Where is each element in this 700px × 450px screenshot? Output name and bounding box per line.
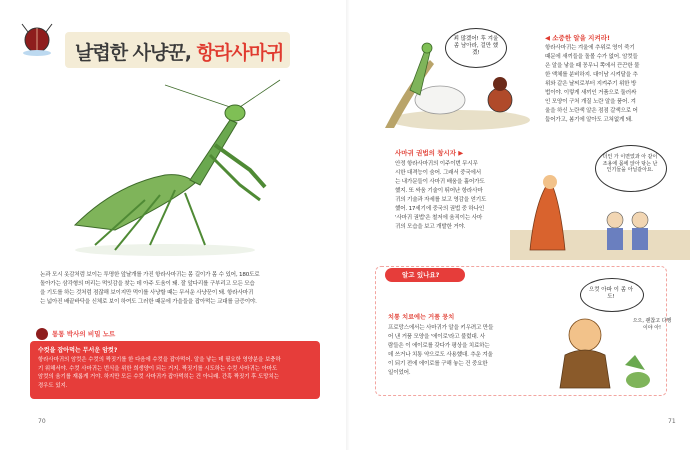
- tip-badge-text: 알고 있나요?: [402, 271, 440, 279]
- speech-bubble-text: 으컷 아파 이 좀 아도!: [588, 287, 634, 300]
- section1-line: 울을 하신 노란색 알은 점점 갈색으로 어: [545, 108, 638, 114]
- section1-line: 항라사마귀는 겨울에 추위로 영이 죽기: [545, 45, 635, 51]
- section2-line: 는 내가문들이 사마귀 배움을 흘어가도: [395, 179, 485, 185]
- note-line: 경우도 있지.: [38, 382, 68, 389]
- section2-line: 안정 항라사마귀의 이주이번 무시무: [395, 161, 478, 167]
- intro-line: 을 기도를 하는 것처럼 점잖해 보이지만 먹이를 사냥할 때는 무서운 사냥꾼이 돼. 항라사마귀: [40, 290, 254, 296]
- section2-line: 했어. 17세기에 중국의 권법 중 하나인: [395, 206, 485, 212]
- section1-line: 인 모양이 구처 개질 노란 알을 품어. 겨: [545, 99, 636, 105]
- section2-line: 시한 대격능이 숨어. 그래서 중국에서: [395, 170, 481, 176]
- page-number-right: 71: [668, 418, 676, 425]
- note-line: 항라사마귀의 암컷은 수컷의 짝짓기를 한 다음에 수컷을 잡아먹어. 알을 낳는 데 필요한 영양분을 보충하: [38, 357, 281, 363]
- note-mascot-icon: [34, 327, 50, 341]
- speech-bubble-text: 으으, 괜찮고 다행이야 아!: [632, 318, 672, 331]
- right-page: [350, 0, 700, 450]
- note-body: [38, 356, 316, 390]
- note-question: 수컷을 잡아먹는 무서운 암컷?: [38, 347, 118, 354]
- tip-line: 프로망스에서는 사마귀가 알을 키우려고 만들: [388, 325, 494, 331]
- section1-line: 한 액체를 분비하지. 대이남 시켜달을 추: [545, 72, 638, 78]
- section2-line: 귀의 기술과 자세를 보고 영감을 얻기도: [395, 197, 487, 203]
- section2-line: '사마귀 권법'은 철저에 움직이는 사마: [395, 215, 483, 221]
- intro-line: 는 넓아진 배끝바닥을 신체로 보이 하여도 그러한 때문에 가을들을 잡아먹는 교대를 금증이야.: [40, 299, 257, 305]
- section1-line: 둡어가고, 봄기에 알아도 고쳐없게 돼.: [545, 117, 633, 123]
- note-label: 통통 박사의 비밀 노트: [52, 330, 116, 338]
- section1-line: 법이야. 이렇게 새끼인 거품으로 둘러싸: [545, 90, 637, 96]
- beetle-mascot-icon: [18, 20, 56, 56]
- tip-paragraph: [388, 324, 538, 378]
- tip-line: 일이었어.: [388, 370, 411, 376]
- note-line: 기 위해서야. 수컷 사마귀는 번식을 위한 희생양이 되는 거지. 짝짓기를 시도하는 수컷 사마귀는 아마도: [38, 365, 278, 372]
- page-number-left: 70: [38, 418, 46, 425]
- tip-line: 어 낸 거품 모양을 '에이로'라고 불렀대. 사: [388, 334, 485, 340]
- mantis-illustration: [55, 75, 285, 265]
- note-line: 암컷의 움기를 재롭게 거야. 하지만 모든 수컷 사마귀가 잡아먹히는 건 아니래. 간혹 짝짓기 후 도망치는: [38, 374, 279, 380]
- section2-line: 귀의 모습을 보고 개발한 거야.: [395, 224, 466, 230]
- speech-bubble-text: 꾀 많겠어! 후 겨울 좀 남아라, 걸만 했겠!: [453, 36, 499, 56]
- toothache-cartoon: [540, 300, 660, 390]
- intro-line: 논과 모시 옷감처럼 보이는 투명한 앞날개를 가진 항라사마귀는 몸 길이가 몸 수 있어, 180도로: [40, 272, 260, 278]
- intro-line: 돌아가는 삼각형의 머리는 먹잇감을 찾는 데 아주 도움이 돼. 잘 앞다리를 구부리고 모든 모습: [40, 281, 255, 287]
- speech-bubble-text: 더인 가 이면었과 아 같이 조용에 몸에 앉아 닦는 난 인기들을 아닐같아요.: [602, 154, 658, 173]
- intro-paragraph: [40, 271, 330, 307]
- section1-line: 위와 같은 날씨로부터 지켜주기 위한 방: [545, 81, 637, 87]
- section1-line: 은 알을 낳을 때 꽁무니 쪽에서 끈끈한 물: [545, 63, 640, 69]
- section2-line: 했지. 또 싸움 기술이 뛰어난 항라사마: [395, 188, 483, 194]
- tip-title: 치통 치료에는 거품 뭉치: [388, 314, 455, 321]
- section2-title: 사마귀 권법의 창시자 ▶: [395, 149, 464, 157]
- page-title: 날렵한 사냥꾼, 항라사마귀: [75, 42, 284, 64]
- section1-title: ◀ 소중한 알을 지켜라!: [545, 34, 610, 42]
- tip-line: 데 쓰거나 치통 약으로도 사용했대. 추운 겨울: [388, 352, 493, 358]
- section1-paragraph: [545, 44, 685, 125]
- tip-line: 람들은 이 에이로를 갖다가 평상을 치료하는: [388, 343, 490, 349]
- tip-line: 이 되기 전에 에이로를 구해 놓는 건 중요한: [388, 361, 488, 367]
- section1-line: 때문에 새끼들을 돌볼 수가 없어. 암컷들: [545, 54, 638, 60]
